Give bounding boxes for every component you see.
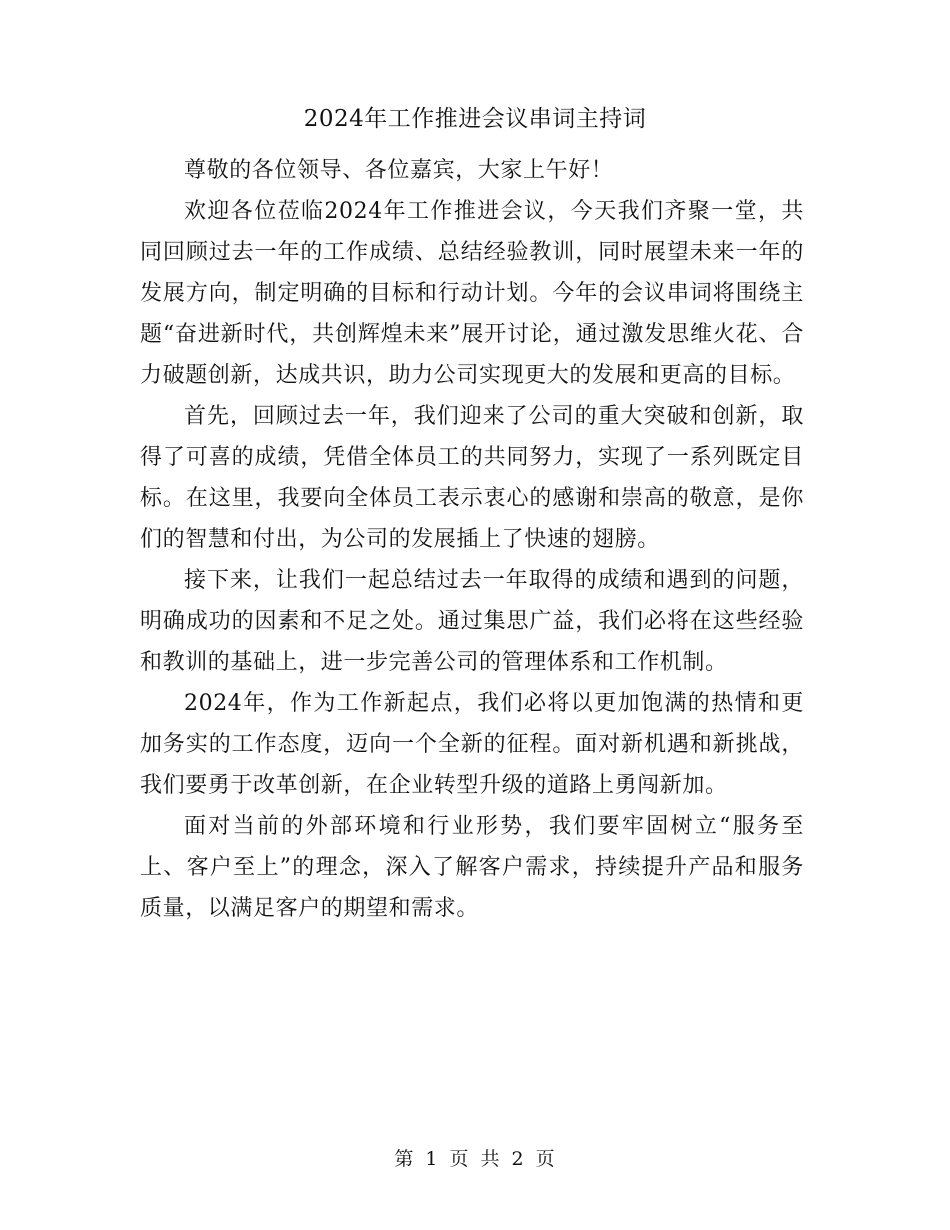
document-body <box>140 150 804 929</box>
page-number-footer: 第 1 页 共 2 页 <box>394 1148 556 1170</box>
paragraph-review: 首先，回顾过去一年，我们迎来了公司的重大突破和创新，取得了可喜的成绩，凭借全体员工的共同努力，实现了一系列既定目标。在这里，我要向全体员工表示衷心的感谢和崇高的敬意，是你们的智慧和付出，为公司的发展插上了快速的翅膀。 <box>140 404 804 552</box>
paragraph-welcome: 欢迎各位莅临2024年工作推进会议，今天我们齐聚一堂，共同回顾过去一年的工作成绩、总结经验教训，同时展望未来一年的发展方向，制定明确的目标和行动计划。今年的会议串词将围绕主题“奋进新时代，共创辉煌未来”展开讨论，通过激发思维火花、合力破题创新，达成共识，助力公司实现更大的发展和更高的目标。 <box>140 199 804 388</box>
paragraph-service: 面对当前的外部环境和行业形势，我们要牢固树立“服务至上、客户至上”的理念，深入了解客户需求，持续提升产品和服务质量，以满足客户的期望和需求。 <box>140 814 804 921</box>
paragraph-greeting: 尊敬的各位领导、各位嘉宾，大家上午好！ <box>184 158 614 183</box>
document-title: 2024年工作推进会议串词主持词 <box>303 106 647 132</box>
paragraph-summary: 接下来，让我们一起总结过去一年取得的成绩和遇到的问题，明确成功的因素和不足之处。通过集思广益，我们必将在这些经验和教训的基础上，进一步完善公司的管理体系和工作机制。 <box>140 568 804 675</box>
paragraph-outlook: 2024年，作为工作新起点，我们必将以更加饱满的热情和更加务实的工作态度，迈向一个全新的征程。面对新机遇和新挑战，我们要勇于改革创新，在企业转型升级的道路上勇闯新加。 <box>140 691 804 798</box>
